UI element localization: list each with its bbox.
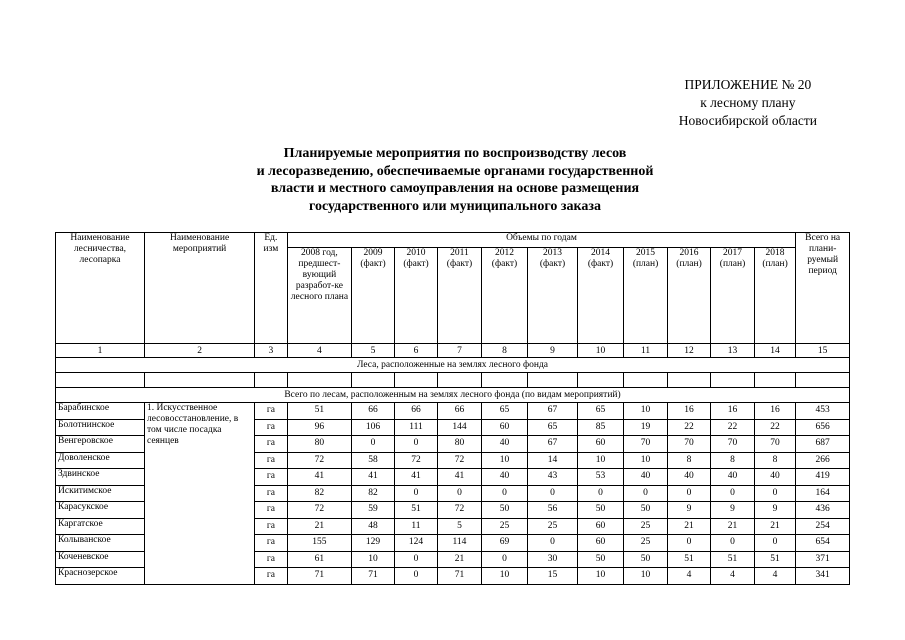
value-cell: 25 — [481, 518, 528, 535]
value-cell: 72 — [287, 452, 352, 469]
value-cell: 82 — [287, 485, 352, 502]
value-cell: 21 — [667, 518, 710, 535]
value-cell: 8 — [667, 452, 710, 469]
value-cell: 15 — [528, 568, 578, 585]
header-year: 2018 (план) — [754, 248, 796, 344]
value-cell: 40 — [481, 436, 528, 453]
section-total-forest-fund: Всего по лесам, расположенным на землях лесного фонда (по видам мероприятий) — [56, 388, 850, 403]
value-cell: 70 — [711, 436, 754, 453]
value-cell: 9 — [667, 502, 710, 519]
document-title — [220, 145, 690, 215]
unit-cell: га — [255, 568, 287, 585]
value-cell: 43 — [528, 469, 578, 486]
column-number: 12 — [667, 344, 710, 358]
value-cell: 51 — [394, 502, 437, 519]
value-cell: 0 — [577, 485, 624, 502]
header-year: 2008 год, предшест-вующий разработ-ке лесного плана — [287, 248, 352, 344]
header-volumes: Объемы по годам — [287, 233, 796, 248]
forestry-name: Коченевское — [56, 551, 145, 568]
value-cell: 25 — [528, 518, 578, 535]
title-line: власти и местного самоуправления на основе размещения — [270, 181, 640, 196]
value-cell: 40 — [754, 469, 796, 486]
appendix-header — [679, 76, 817, 130]
forestry-name: Каргатское — [56, 518, 145, 535]
column-number: 9 — [528, 344, 578, 358]
appendix-title: ПРИЛОЖЕНИЕ № 20 — [684, 77, 812, 92]
value-cell: 67 — [528, 403, 578, 420]
value-cell: 25 — [624, 535, 667, 552]
value-cell: 9 — [711, 502, 754, 519]
value-cell: 72 — [438, 452, 481, 469]
value-cell: 60 — [577, 535, 624, 552]
value-cell: 71 — [352, 568, 394, 585]
value-cell: 25 — [624, 518, 667, 535]
value-cell: 10 — [624, 452, 667, 469]
value-cell: 14 — [528, 452, 578, 469]
column-number: 15 — [796, 344, 850, 358]
forestry-name: Колыванское — [56, 535, 145, 552]
total-cell: 453 — [796, 403, 850, 420]
value-cell: 0 — [394, 551, 437, 568]
value-cell: 0 — [352, 436, 394, 453]
header-year: 2017 (план) — [711, 248, 754, 344]
header-year: 2014 (факт) — [577, 248, 624, 344]
value-cell: 106 — [352, 419, 394, 436]
column-number: 1 — [56, 344, 145, 358]
value-cell: 144 — [438, 419, 481, 436]
value-cell: 0 — [711, 535, 754, 552]
forestry-name: Здвинское — [56, 469, 145, 486]
value-cell: 41 — [352, 469, 394, 486]
value-cell: 56 — [528, 502, 578, 519]
header-total: Всего на плани-руемый период — [796, 233, 850, 344]
value-cell: 0 — [667, 535, 710, 552]
unit-cell: га — [255, 518, 287, 535]
value-cell: 21 — [711, 518, 754, 535]
column-numbers-row — [56, 344, 850, 358]
value-cell: 16 — [754, 403, 796, 420]
header-year: 2009 (факт) — [352, 248, 394, 344]
unit-cell: га — [255, 469, 287, 486]
section-forest-fund: Леса, расположенные на землях лесного фонда — [56, 358, 850, 373]
value-cell: 48 — [352, 518, 394, 535]
value-cell: 8 — [754, 452, 796, 469]
value-cell: 51 — [754, 551, 796, 568]
title-line: и лесоразведению, обеспечиваемые органами государственной — [256, 163, 654, 179]
value-cell: 40 — [667, 469, 710, 486]
value-cell: 72 — [287, 502, 352, 519]
column-number: 5 — [352, 344, 394, 358]
value-cell: 50 — [577, 502, 624, 519]
title-line: Планируемые мероприятия по воспроизводству лесов — [283, 146, 627, 161]
value-cell: 9 — [754, 502, 796, 519]
value-cell: 70 — [667, 436, 710, 453]
forestry-name: Болотнинское — [56, 419, 145, 436]
column-number: 11 — [624, 344, 667, 358]
total-cell: 436 — [796, 502, 850, 519]
column-number: 10 — [577, 344, 624, 358]
column-number: 3 — [255, 344, 287, 358]
column-number: 13 — [711, 344, 754, 358]
total-cell: 254 — [796, 518, 850, 535]
header-year: 2015 (план) — [624, 248, 667, 344]
value-cell: 65 — [481, 403, 528, 420]
value-cell: 72 — [394, 452, 437, 469]
unit-cell: га — [255, 551, 287, 568]
value-cell: 10 — [624, 403, 667, 420]
value-cell: 0 — [754, 485, 796, 502]
value-cell: 40 — [481, 469, 528, 486]
value-cell: 0 — [438, 485, 481, 502]
column-number: 2 — [144, 344, 254, 358]
value-cell: 71 — [287, 568, 352, 585]
value-cell: 96 — [287, 419, 352, 436]
value-cell: 0 — [394, 568, 437, 585]
column-number: 8 — [481, 344, 528, 358]
unit-cell: га — [255, 403, 287, 420]
value-cell: 80 — [438, 436, 481, 453]
header-year: 2016 (план) — [667, 248, 710, 344]
value-cell: 80 — [287, 436, 352, 453]
value-cell: 4 — [711, 568, 754, 585]
value-cell: 66 — [394, 403, 437, 420]
header-year: 2011 (факт) — [438, 248, 481, 344]
value-cell: 0 — [481, 551, 528, 568]
value-cell: 65 — [528, 419, 578, 436]
value-cell: 82 — [352, 485, 394, 502]
total-cell: 656 — [796, 419, 850, 436]
value-cell: 0 — [667, 485, 710, 502]
value-cell: 0 — [754, 535, 796, 552]
value-cell: 85 — [577, 419, 624, 436]
value-cell: 69 — [481, 535, 528, 552]
value-cell: 10 — [577, 452, 624, 469]
unit-cell: га — [255, 502, 287, 519]
title-line: государственного или муниципального заказа — [309, 198, 601, 214]
value-cell: 10 — [481, 568, 528, 585]
forestry-name: Карасукское — [56, 502, 145, 519]
value-cell: 72 — [438, 502, 481, 519]
value-cell: 51 — [667, 551, 710, 568]
value-cell: 8 — [711, 452, 754, 469]
header-year: 2012 (факт) — [481, 248, 528, 344]
unit-cell: га — [255, 436, 287, 453]
appendix-region: Новосибирской области — [678, 113, 817, 128]
value-cell: 41 — [287, 469, 352, 486]
value-cell: 40 — [711, 469, 754, 486]
value-cell: 129 — [352, 535, 394, 552]
value-cell: 21 — [438, 551, 481, 568]
total-cell: 654 — [796, 535, 850, 552]
value-cell: 10 — [481, 452, 528, 469]
table-row — [56, 403, 850, 420]
value-cell: 58 — [352, 452, 394, 469]
value-cell: 67 — [528, 436, 578, 453]
value-cell: 21 — [287, 518, 352, 535]
value-cell: 53 — [577, 469, 624, 486]
value-cell: 70 — [754, 436, 796, 453]
value-cell: 111 — [394, 419, 437, 436]
value-cell: 50 — [481, 502, 528, 519]
value-cell: 5 — [438, 518, 481, 535]
unit-cell: га — [255, 452, 287, 469]
value-cell: 50 — [624, 502, 667, 519]
value-cell: 61 — [287, 551, 352, 568]
value-cell: 10 — [577, 568, 624, 585]
column-number: 6 — [394, 344, 437, 358]
header-year: 2013 (факт) — [528, 248, 578, 344]
value-cell: 0 — [481, 485, 528, 502]
total-cell: 266 — [796, 452, 850, 469]
forestry-name: Искитимское — [56, 485, 145, 502]
activities-table — [55, 232, 850, 585]
value-cell: 65 — [577, 403, 624, 420]
value-cell: 10 — [624, 568, 667, 585]
value-cell: 19 — [624, 419, 667, 436]
value-cell: 0 — [711, 485, 754, 502]
unit-cell: га — [255, 419, 287, 436]
total-cell: 419 — [796, 469, 850, 486]
value-cell: 0 — [394, 485, 437, 502]
column-number: 14 — [754, 344, 796, 358]
unit-cell: га — [255, 535, 287, 552]
forestry-name: Краснозерское — [56, 568, 145, 585]
value-cell: 0 — [528, 485, 578, 502]
value-cell: 10 — [352, 551, 394, 568]
total-cell: 164 — [796, 485, 850, 502]
header-activity: Наименование мероприятий — [144, 233, 254, 344]
column-number: 7 — [438, 344, 481, 358]
value-cell: 155 — [287, 535, 352, 552]
forestry-name: Венгеровское — [56, 436, 145, 453]
value-cell: 41 — [438, 469, 481, 486]
total-cell: 687 — [796, 436, 850, 453]
value-cell: 70 — [624, 436, 667, 453]
appendix-subtitle: к лесному плану — [700, 95, 796, 110]
value-cell: 66 — [352, 403, 394, 420]
value-cell: 60 — [577, 436, 624, 453]
value-cell: 22 — [711, 419, 754, 436]
activity-name: 1. Искусственное лесовосстановление, в том числе посадка сеянцев — [144, 403, 254, 585]
header-year: 2010 (факт) — [394, 248, 437, 344]
value-cell: 60 — [577, 518, 624, 535]
value-cell: 22 — [667, 419, 710, 436]
value-cell: 16 — [667, 403, 710, 420]
value-cell: 16 — [711, 403, 754, 420]
value-cell: 11 — [394, 518, 437, 535]
value-cell: 50 — [577, 551, 624, 568]
value-cell: 51 — [711, 551, 754, 568]
blank-row — [56, 373, 850, 388]
value-cell: 0 — [394, 436, 437, 453]
value-cell: 66 — [438, 403, 481, 420]
unit-cell: га — [255, 485, 287, 502]
value-cell: 0 — [528, 535, 578, 552]
header-forestry: Наименование лесничества, лесопарка — [56, 233, 145, 344]
forestry-name: Барабинское — [56, 403, 145, 420]
value-cell: 60 — [481, 419, 528, 436]
value-cell: 22 — [754, 419, 796, 436]
value-cell: 114 — [438, 535, 481, 552]
column-number: 4 — [287, 344, 352, 358]
total-cell: 371 — [796, 551, 850, 568]
value-cell: 124 — [394, 535, 437, 552]
value-cell: 41 — [394, 469, 437, 486]
value-cell: 4 — [667, 568, 710, 585]
value-cell: 40 — [624, 469, 667, 486]
header-unit: Ед. изм — [255, 233, 287, 344]
value-cell: 0 — [624, 485, 667, 502]
value-cell: 4 — [754, 568, 796, 585]
value-cell: 51 — [287, 403, 352, 420]
total-cell: 341 — [796, 568, 850, 585]
value-cell: 50 — [624, 551, 667, 568]
forestry-name: Доволенское — [56, 452, 145, 469]
value-cell: 59 — [352, 502, 394, 519]
value-cell: 71 — [438, 568, 481, 585]
value-cell: 30 — [528, 551, 578, 568]
value-cell: 21 — [754, 518, 796, 535]
